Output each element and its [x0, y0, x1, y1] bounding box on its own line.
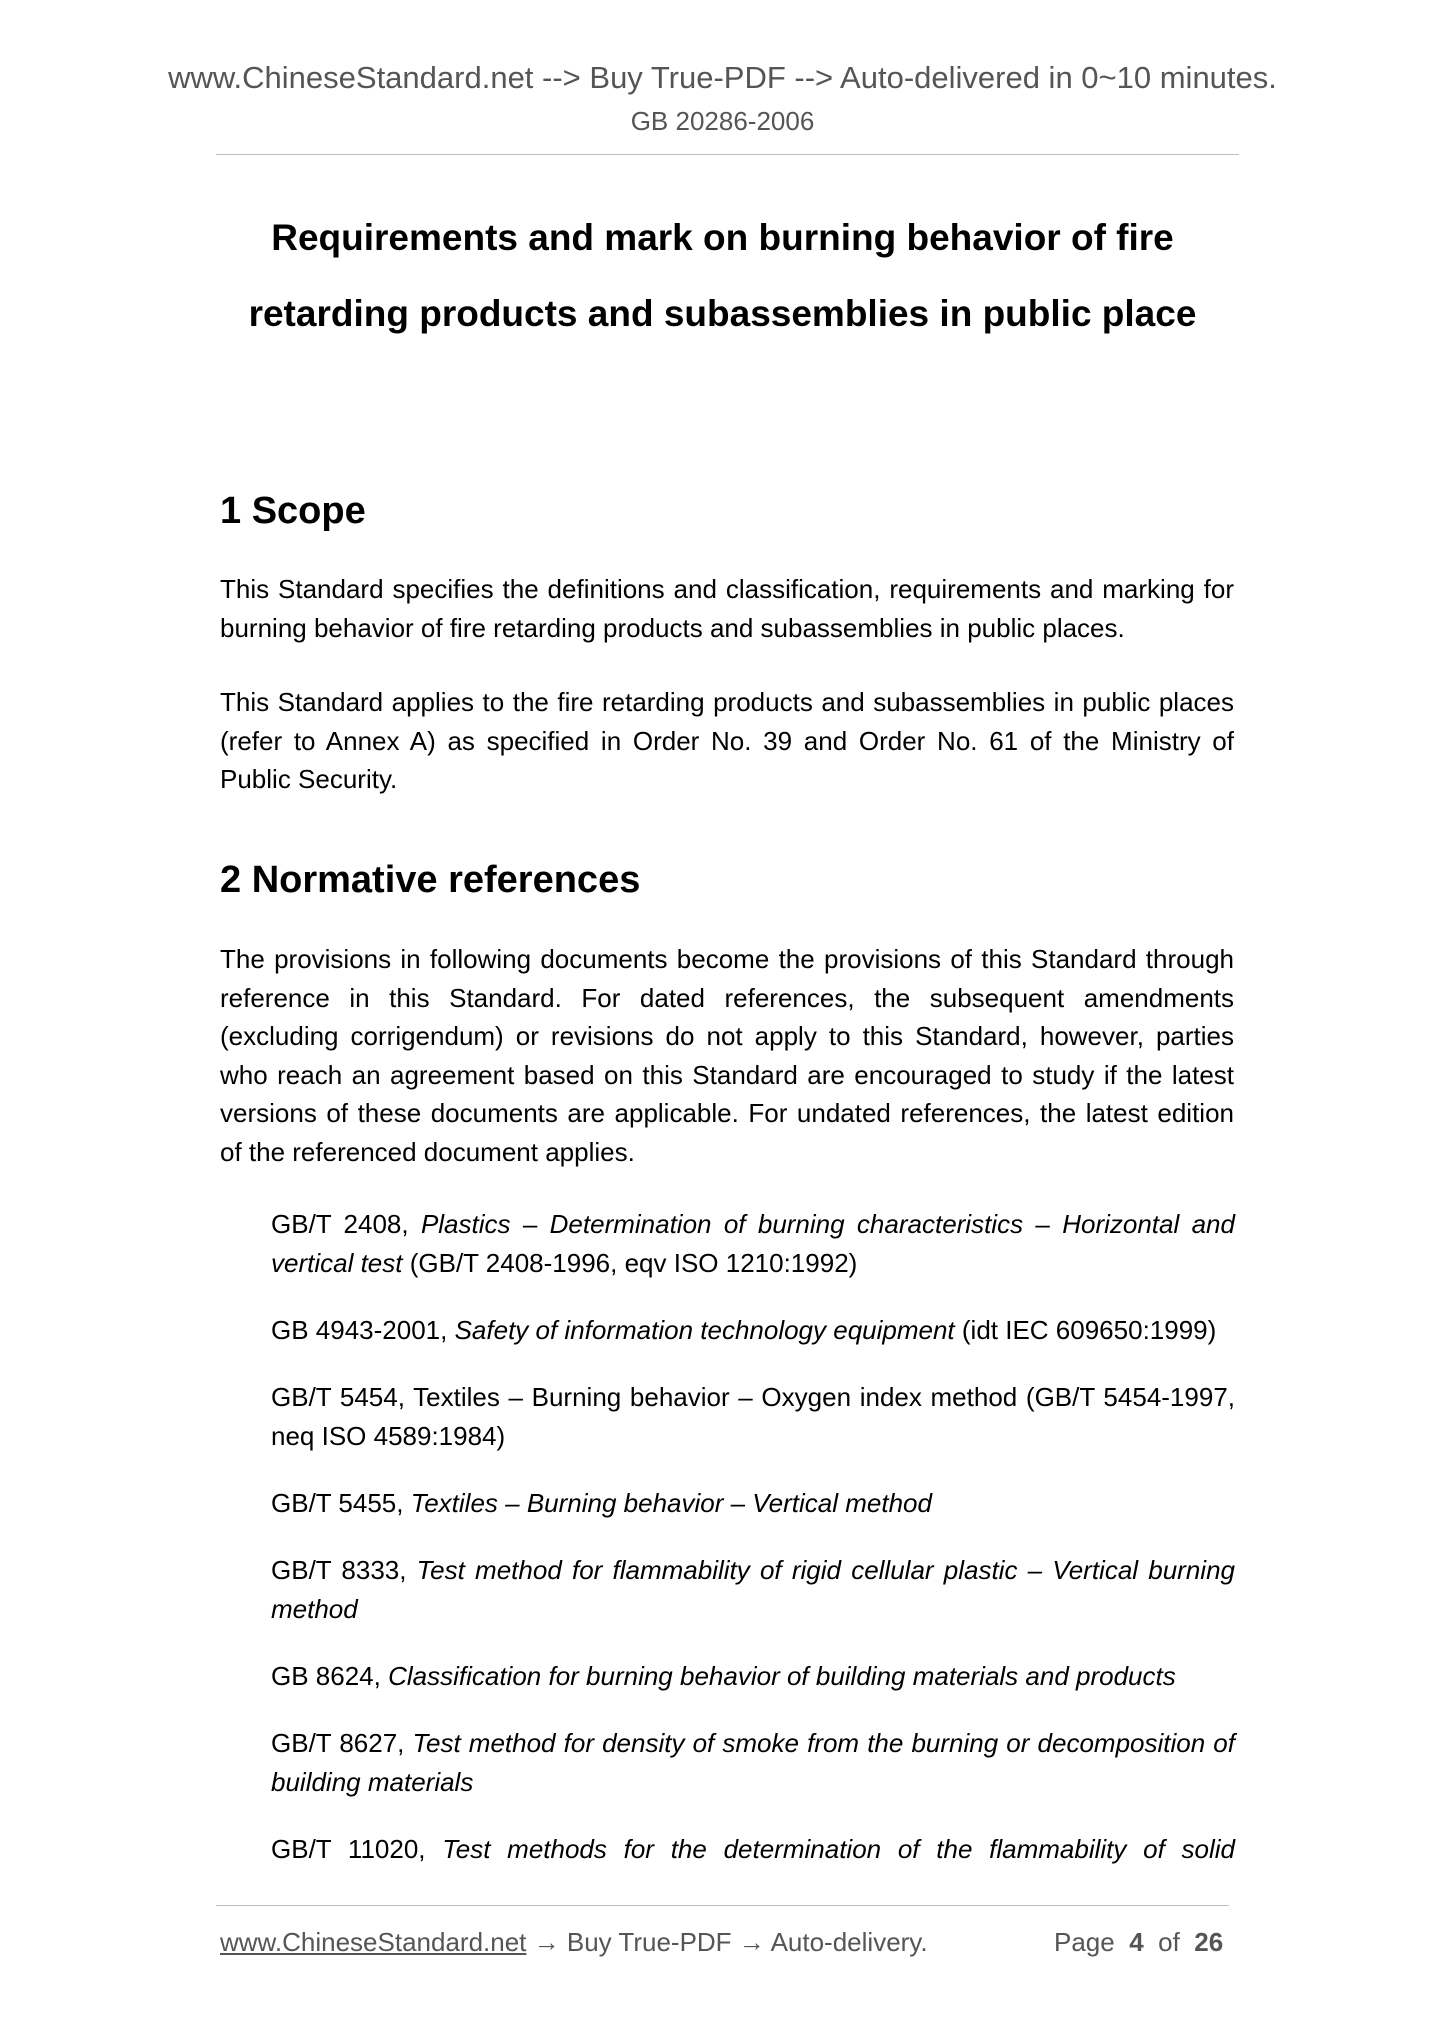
page-number: 4	[1129, 1927, 1144, 1957]
references-intro: The provisions in following documents become the provisions of this Standard through reference in this Standard. For dated references, the subsequent amendments (excluding corrigendum) or revisions do not apply to this Standard, however, parties who reach an agreement based on this Standard are encouraged to study if the latest versions of these documents are applicable. For undated references, the latest edition of the referenced document applies.	[220, 944, 1234, 1167]
footer-site-link[interactable]: www.ChineseStandard.net	[220, 1927, 527, 1957]
page-indicator	[1054, 1924, 1223, 1960]
reference-title: Test method for density of smoke from the burning or decomposition of building materials	[271, 1728, 1235, 1797]
page-label: Page	[1054, 1927, 1115, 1957]
of-label: of	[1158, 1927, 1180, 1957]
scope-paragraph-2: This Standard applies to the fire retarding products and subassemblies in public places (refer to Annex A) as specified in Order No. 39 and Order No. 61 of the Ministry of Public Security.	[220, 687, 1234, 794]
reference-item	[271, 1205, 1235, 1282]
reference-item	[271, 1378, 1235, 1455]
reference-item	[271, 1311, 1235, 1350]
total-pages: 26	[1194, 1927, 1224, 1957]
section-1-heading: 1 Scope	[220, 490, 366, 532]
reference-code: GB/T 2408,	[271, 1209, 421, 1239]
header-divider	[216, 154, 1239, 155]
title-line-2: retarding products and subassemblies in public place	[248, 293, 1197, 334]
reference-code: GB 4943-2001,	[271, 1315, 455, 1345]
footer-promo	[220, 1924, 928, 1960]
footer-promo-text: → Buy True-PDF → Auto-delivery.	[526, 1927, 928, 1957]
standard-code: GB 20286-2006	[630, 106, 815, 136]
header-banner: www.ChineseStandard.net --> Buy True-PDF --> Auto-delivered in 0~10 minutes.	[168, 60, 1277, 95]
title-line-1: Requirements and mark on burning behavior of fire	[271, 217, 1174, 258]
reference-code: GB/T 8627,	[271, 1728, 413, 1758]
reference-code: GB/T 11020,	[271, 1834, 443, 1864]
reference-note: (idt IEC 609650:1999)	[954, 1315, 1217, 1345]
reference-code: GB/T 5455,	[271, 1488, 411, 1518]
reference-code: GB/T 8333,	[271, 1555, 417, 1585]
reference-title: Safety of information technology equipment	[454, 1315, 955, 1345]
reference-item	[271, 1551, 1235, 1628]
reference-item	[271, 1657, 1235, 1696]
reference-title: Textiles – Burning behavior – Vertical method	[410, 1488, 932, 1518]
reference-item	[271, 1724, 1235, 1801]
section-2-heading: 2 Normative references	[220, 859, 641, 901]
reference-title: Test method for flammability of rigid cellular plastic – Vertical burning method	[271, 1555, 1235, 1624]
document-title	[180, 200, 1265, 352]
reference-code: GB/T 5454,	[271, 1382, 414, 1412]
scope-paragraph-1: This Standard specifies the definitions and classification, requirements and marking for burning behavior of fire retarding products and subassemblies in public places.	[220, 574, 1234, 643]
reference-title: Test methods for the determination of the flammability of solid	[442, 1834, 1235, 1864]
reference-title: Textiles – Burning behavior – Oxygen index method (GB/T 5454-1997, neq ISO 4589:1984)	[271, 1382, 1235, 1451]
reference-title: Plastics – Determination of burning characteristics – Horizontal and vertical test	[271, 1209, 1235, 1278]
footer-divider	[216, 1905, 1229, 1906]
reference-code: GB 8624,	[271, 1661, 389, 1691]
reference-note: (GB/T 2408-1996, eqv ISO 1210:1992)	[402, 1247, 858, 1278]
reference-item	[271, 1484, 1235, 1523]
reference-item	[271, 1830, 1235, 1869]
reference-title: Classification for burning behavior of building materials and products	[388, 1661, 1176, 1691]
